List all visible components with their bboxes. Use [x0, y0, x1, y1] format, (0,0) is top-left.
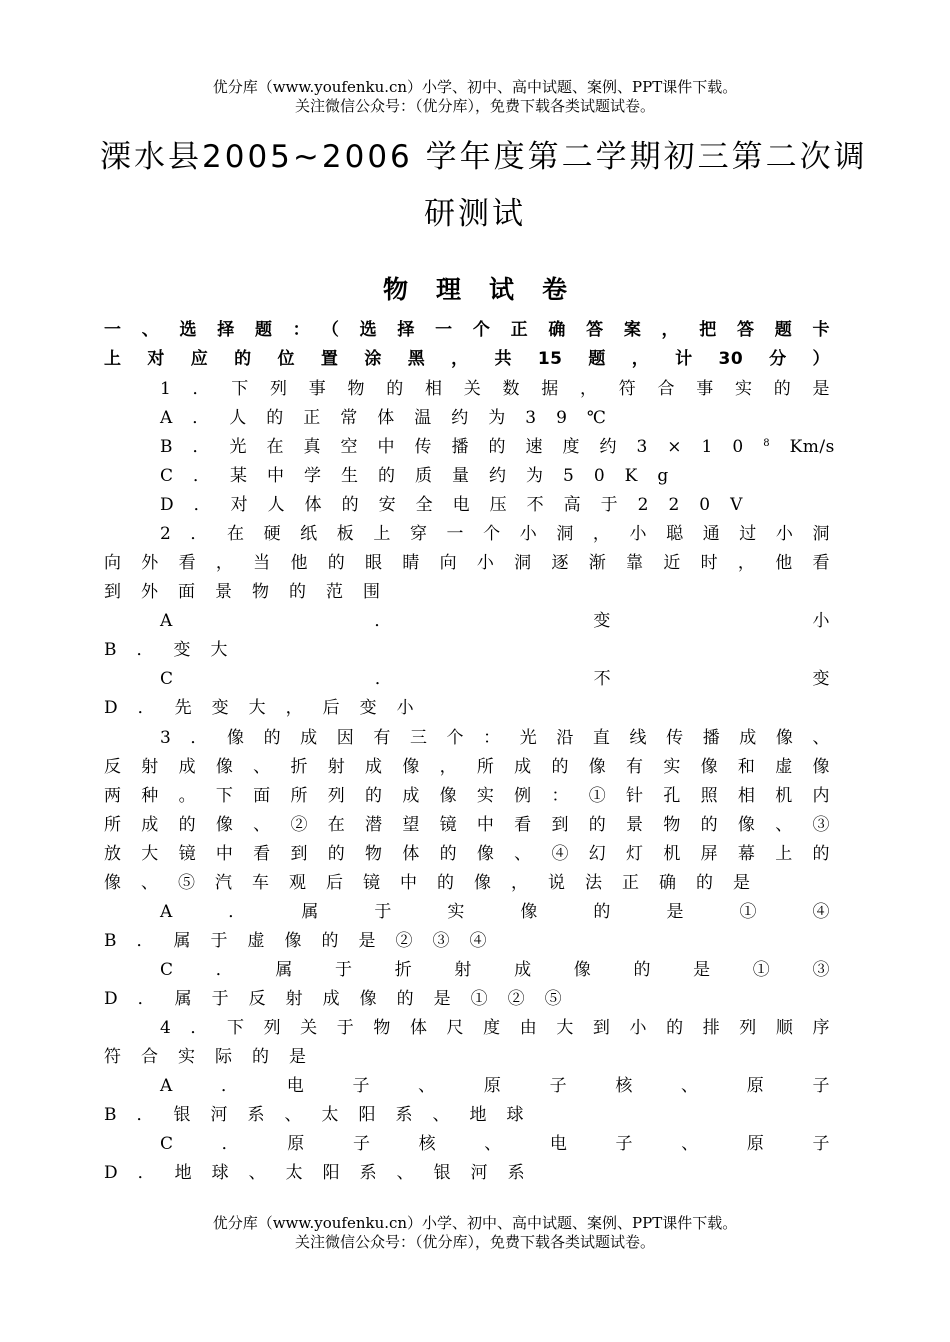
- q1-option-c: C．某中学生的质量约为50Kg: [160, 466, 689, 486]
- q1-option-d: D．对人体的安全电压不高于220V: [160, 495, 763, 515]
- q1-option-a: A．人的正常体温约为39℃: [160, 408, 626, 428]
- q1-option-b-text: B．光在真空中传播的速度约3×10: [160, 437, 764, 457]
- q3-option-b: B．属于虚像的是②③④: [104, 931, 507, 951]
- q2-option-c: C．不变: [160, 669, 830, 689]
- page-title-line-2: 研测试: [424, 196, 526, 232]
- q4-option-b: B．银河系、太阳系、地球: [104, 1105, 544, 1125]
- q2-stem-line-1: 2．在硬纸板上穿一个小洞，小聪通过小洞: [160, 524, 830, 544]
- q4-option-d: D．地球、太阳系、银河系: [104, 1163, 545, 1183]
- q3-stem-line-6: 像、⑤汽车观后镜中的像，说法正确的是: [104, 873, 770, 893]
- q2-stem-line-2: 向外看，当他的眼睛向小洞逐渐靠近时，他看: [104, 553, 830, 573]
- q3-stem-line-4: 所成的像、②在潜望镜中看到的景物的像、③: [104, 815, 830, 835]
- q3-option-d: D．属于反射成像的是①②⑤: [104, 989, 582, 1009]
- q3-stem-line-3: 两种。下面所列的成像实例：①针孔照相机内: [104, 786, 830, 806]
- header-line-1: 优分库（www.youfenku.cn）小学、初中、高中试题、案例、PPT课件下载。: [212, 78, 738, 96]
- q3-stem-line-1: 3．像的成因有三个：光沿直线传播成像、: [160, 728, 830, 748]
- footer-line-2: 关注微信公众号：（优分库），免费下载各类试题试卷。: [294, 1233, 655, 1251]
- q1-stem: 1．下列事物的相关数据，符合事实的是: [160, 379, 830, 399]
- q2-option-a: A．变小: [160, 611, 830, 631]
- q1-option-b-unit: Km/s: [789, 437, 835, 457]
- q1-option-b-exponent: 8: [763, 438, 790, 449]
- q4-stem-line-1: 4．下列关于物体尺度由大到小的排列顺序: [160, 1018, 830, 1038]
- q3-option-a: A．属于实像的是①④: [160, 902, 830, 922]
- q2-option-d: D．先变大，后变小: [104, 698, 434, 718]
- header-line-2: 关注微信公众号：（优分库），免费下载各类试题试卷。: [294, 97, 655, 115]
- footer-line-1: 优分库（www.youfenku.cn）小学、初中、高中试题、案例、PPT课件下载。: [212, 1214, 738, 1232]
- q2-stem-line-3: 到外面景物的范围: [104, 582, 400, 602]
- q1-option-b: [160, 433, 835, 462]
- q2-option-b: B．变大: [104, 640, 248, 660]
- page-title-line-1: 溧水县2005~2006 学年度第二学期初三第二次调: [100, 139, 868, 175]
- section-heading-line-2: 上对应的位置涂黑，共15题，计30分）: [104, 349, 830, 369]
- q3-option-c: C．属于折射成像的是①③: [160, 960, 830, 980]
- q3-stem-line-5: 放大镜中看到的物体的像、④幻灯机屏幕上的: [104, 844, 830, 864]
- q3-stem-line-2: 反射成像、折射成像，所成的像有实像和虚像: [104, 757, 830, 777]
- q4-stem-line-2: 符合实际的是: [104, 1047, 326, 1067]
- q4-option-a: A．电子、原子核、原子: [160, 1076, 830, 1096]
- section-heading-line-1: 一、选择题：（选择一个正确答案，把答题卡: [104, 320, 830, 340]
- q4-option-c: C．原子核、电子、原子: [160, 1134, 830, 1154]
- paper-subtitle: 物理试卷: [382, 275, 595, 304]
